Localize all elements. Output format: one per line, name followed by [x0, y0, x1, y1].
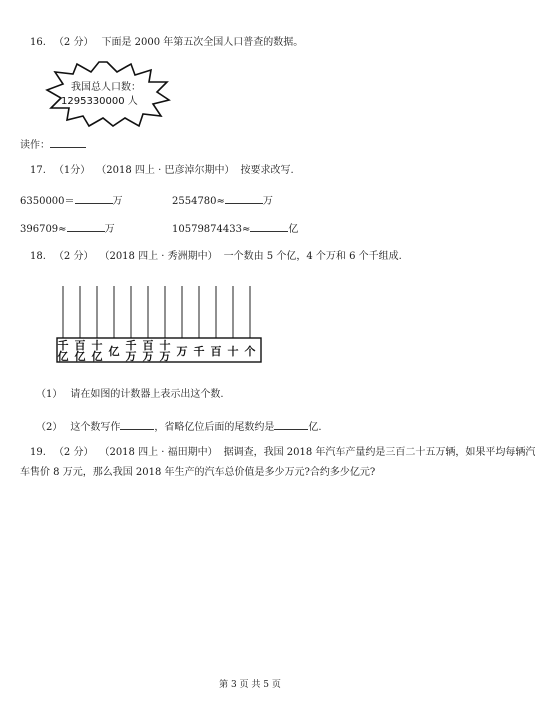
abacus-place-label: [75, 338, 86, 363]
question-score: （2 分）: [53, 37, 94, 48]
q18-sub2: [36, 418, 322, 435]
answer-blank[interactable]: [274, 418, 308, 430]
sub-text: 这个数写作: [70, 422, 121, 433]
starburst-line1: 我国总人口数：: [71, 82, 141, 93]
question-number: 16.: [30, 37, 46, 48]
abacus-label-char: 千: [193, 345, 205, 358]
q19-line1: [30, 446, 535, 460]
item-expression: 396709≈: [20, 224, 67, 235]
item-unit: 万: [262, 196, 273, 207]
answer-blank[interactable]: [50, 136, 86, 148]
abacus-label-char: 万: [159, 350, 171, 363]
abacus-label-char: 百: [74, 339, 86, 352]
question-number: 19.: [30, 447, 46, 458]
answer-blank[interactable]: [120, 418, 154, 430]
sub-text: 请在如图的计数器上表示出这个数.: [70, 389, 224, 400]
item-expression: 2554780≈: [172, 196, 225, 207]
question-number: 18.: [30, 251, 46, 262]
question-text: 下面是 2000 年第五次全国人口普查的数据。: [101, 37, 304, 48]
q16-read-line: [20, 136, 86, 153]
answer-blank[interactable]: [75, 192, 113, 204]
question-score: （2 分）: [53, 251, 94, 262]
abacus-label-char: 百: [142, 339, 154, 352]
sub-text: ，省略亿位后面的尾数约是: [154, 422, 275, 433]
abacus-label-char: 万: [142, 350, 154, 363]
abacus-label-char: 亿: [91, 350, 103, 363]
question-source: （2018 四上 · 福田期中）: [99, 447, 218, 458]
abacus-label-char: 十: [227, 345, 239, 358]
q17-item-2: [172, 192, 273, 209]
abacus-place-label: [177, 345, 188, 358]
item-unit: 亿: [288, 224, 299, 235]
item-unit: 万: [104, 224, 115, 235]
question-text: 车售价 8 万元，那么我国 2018 年生产的汽车总价值是多少万元?合约多少亿元?: [20, 467, 376, 478]
question-text: 一个数由 5 个亿，4 个万和 6 个千组成.: [223, 251, 402, 262]
item-unit: 万: [112, 196, 123, 207]
abacus-label-char: 十: [159, 339, 171, 352]
abacus-label-char: 个: [244, 345, 256, 358]
abacus-label-char: 千: [125, 339, 137, 352]
abacus-label-char: 百: [210, 345, 222, 358]
q18-sub1: [36, 388, 224, 402]
sub-text: 亿.: [308, 422, 322, 433]
abacus-place-label: [58, 338, 69, 363]
q17-item-4: [172, 220, 298, 237]
answer-blank[interactable]: [67, 220, 105, 232]
abacus-label-char: 亿: [108, 345, 120, 358]
abacus-place-label: [211, 344, 222, 358]
abacus-place-label: [160, 338, 171, 363]
abacus-label-char: 万: [125, 350, 137, 363]
item-expression: 6350000＝: [20, 196, 75, 207]
q17-header: [30, 164, 294, 178]
answer-blank[interactable]: [225, 192, 263, 204]
abacus-place-label: [126, 338, 137, 363]
abacus-label-char: 十: [91, 339, 103, 352]
starburst-shape: [47, 62, 169, 126]
q19-line2: [20, 466, 375, 480]
question-text: 据调查，我国 2018 年汽车产量约是三百二十五万辆，如果平均每辆汽: [223, 447, 535, 458]
q17-item-1: [20, 192, 123, 209]
question-text: 按要求改写.: [240, 165, 294, 176]
abacus-label-char: 亿: [74, 350, 86, 363]
abacus-label-char: 亿: [57, 350, 69, 363]
abacus-label-char: 千: [57, 339, 69, 352]
starburst-line2: 1295330000 人: [61, 96, 138, 107]
question-score: （2 分）: [53, 447, 94, 458]
read-label: 读作：: [20, 140, 50, 151]
q18-header: [30, 250, 402, 264]
question-source: （2018 四上 · 秀洲期中）: [99, 251, 218, 262]
question-number: 17.: [30, 165, 46, 176]
question-score: （1分）: [53, 165, 91, 176]
abacus-place-label: [109, 344, 120, 358]
item-expression: 10579874433≈: [172, 224, 251, 235]
abacus-rods: [63, 286, 250, 338]
starburst-callout: [43, 60, 171, 128]
abacus-place-label: [245, 344, 256, 358]
q16-header: [30, 36, 303, 50]
sub-number: （1）: [36, 389, 63, 400]
abacus-place-label: [194, 344, 205, 358]
abacus-place-label: [92, 338, 103, 363]
abacus-place-label: [143, 338, 154, 363]
page-footer: 第 3 页 共 5 页: [219, 680, 281, 690]
question-source: （2018 四上 · 巴彦淖尔期中）: [96, 165, 235, 176]
sub-number: （2）: [36, 422, 63, 433]
abacus-place-label: [228, 344, 239, 358]
answer-blank[interactable]: [250, 220, 288, 232]
abacus-counter[interactable]: [55, 286, 265, 366]
q17-item-3: [20, 220, 115, 237]
abacus-label-char: 万: [176, 345, 188, 358]
